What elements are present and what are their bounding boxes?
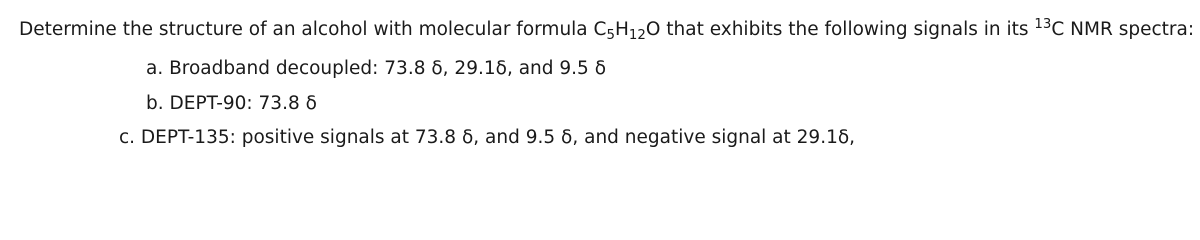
isotope-superscript: 13 — [1034, 16, 1052, 32]
question-middle: that exhibits the following signals in its — [660, 19, 1035, 40]
formula-hydrogen-count: 12 — [628, 27, 646, 43]
formula-carbon: C — [593, 19, 607, 40]
formula-hydrogen: H — [614, 19, 629, 40]
item-b-dept-90: b. DEPT-90: 73.8 δ — [146, 93, 317, 114]
item-a-broadband-decoupled: a. Broadband decoupled: 73.8 δ, 29.1δ, and 9.5 δ — [146, 58, 607, 79]
formula-oxygen: O — [645, 19, 661, 40]
question-suffix: C NMR spectra: — [1051, 19, 1195, 40]
formula-carbon-count: 5 — [606, 27, 615, 43]
item-c-dept-135: c. DEPT-135: positive signals at 73.8 δ, and 9.5 δ, and negative signal at 29.1δ, — [119, 127, 856, 148]
question-prefix: Determine the structure of an alcohol with molecular formula — [19, 19, 594, 40]
question-text — [19, 18, 1194, 42]
